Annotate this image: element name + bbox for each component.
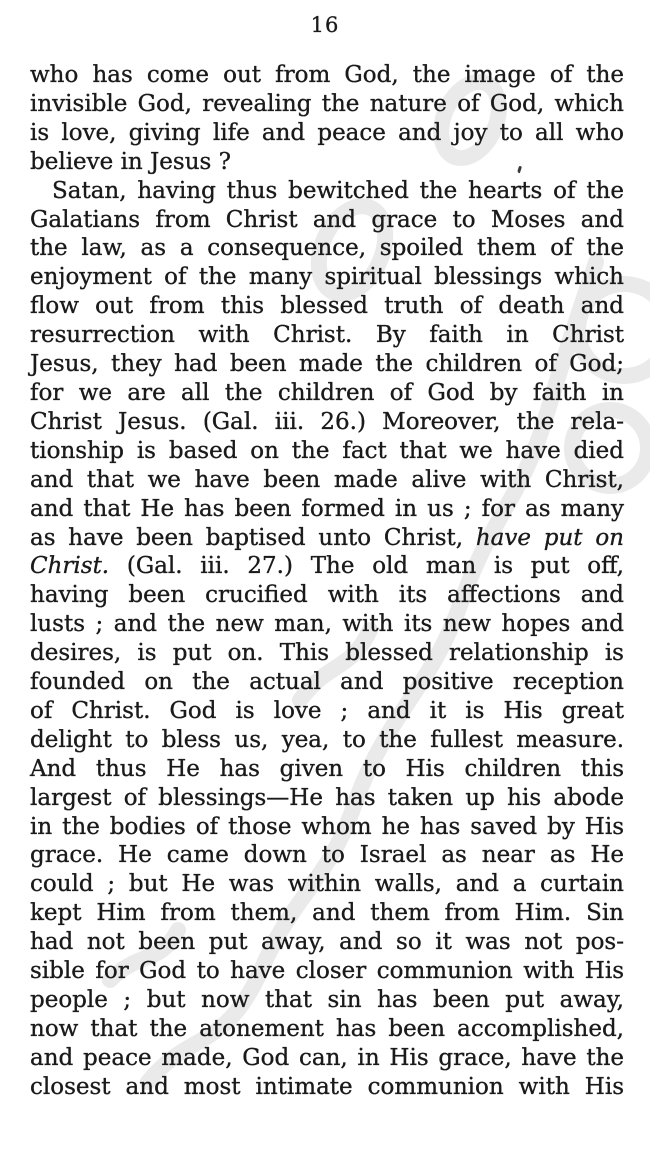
text-line xyxy=(30,928,624,957)
text-line xyxy=(30,263,624,292)
text-run: largest of blessings—He has taken up his abode xyxy=(30,784,624,811)
text-line xyxy=(30,524,624,553)
text-line xyxy=(30,957,624,986)
text-line xyxy=(30,784,624,813)
text-run: for we are all the children of God by faith in xyxy=(30,379,624,406)
text-run: (Gal. iii. 27.) The old man is put off, xyxy=(109,553,624,580)
text-line xyxy=(30,292,624,321)
text-run: tionship is based on the fact that we have died xyxy=(30,437,624,464)
text-run: delight to bless us, yea, to the fullest measure. xyxy=(30,726,624,753)
page-number: 16 xyxy=(310,13,340,37)
text-line xyxy=(30,350,624,379)
text-run: founded on the actual and positive reception xyxy=(30,669,624,696)
text-run: sible for God to have closer communion with His xyxy=(30,958,624,985)
text-line xyxy=(30,495,624,524)
text-line xyxy=(30,119,624,148)
text-run: had not been put away, and so it was not pos- xyxy=(30,929,624,956)
text-run: resurrection with Christ. By faith in Christ xyxy=(30,322,624,349)
text-line xyxy=(30,841,624,870)
text-run: people ; but now that sin has been put away, xyxy=(30,987,624,1013)
text-line xyxy=(30,697,624,726)
text-line xyxy=(30,90,624,119)
text-run: the law, as a consequence, spoiled them of the xyxy=(30,235,624,262)
text-run: flow out from this blessed truth of death and xyxy=(30,293,624,320)
text-line xyxy=(30,148,624,177)
text-run: and that we have been made alive with Christ, xyxy=(30,466,624,493)
text-line xyxy=(30,899,624,928)
text-line xyxy=(30,437,624,466)
text-run: Christ Jesus. (Gal. iii. 26.) Moreover, the rela- xyxy=(30,408,624,435)
text-line xyxy=(30,813,624,842)
text-run: Galatians from Christ and grace to Moses and xyxy=(30,206,624,233)
text-line xyxy=(30,379,624,408)
italic-text-run: have put on xyxy=(475,524,624,551)
text-run: Jesus, they had been made the children of God; xyxy=(30,351,624,378)
text-line xyxy=(30,206,624,235)
text-run: And thus He has given to His children this xyxy=(30,755,624,782)
text-line xyxy=(30,466,624,495)
text-run: and that He has been formed in us ; for as many xyxy=(30,495,624,522)
text-line xyxy=(30,234,624,263)
text-line xyxy=(30,1073,624,1102)
text-run: desires, is put on. This blessed relationship is xyxy=(30,640,624,667)
text-run: having been crucified with its affections and xyxy=(30,582,624,609)
text-run: Satan, having thus bewitched the hearts of the xyxy=(52,177,624,204)
text-line xyxy=(30,986,624,1015)
text-run: and peace made, God can, in His grace, have the xyxy=(30,1044,624,1071)
text-line xyxy=(30,610,624,639)
text-line xyxy=(30,581,624,610)
text-run: is love, giving life and peace and joy to all who xyxy=(30,119,624,146)
text-run: as have been baptised unto Christ, xyxy=(30,524,476,551)
text-run: closest and most intimate communion with His xyxy=(30,1073,624,1100)
text-run: who has come out from God, the image of the xyxy=(30,62,624,88)
text-line xyxy=(30,321,624,350)
text-line xyxy=(30,552,624,581)
text-line xyxy=(30,639,624,668)
text-line xyxy=(30,668,624,697)
text-line xyxy=(30,1044,624,1073)
text-run: enjoyment of the many spiritual blessings which xyxy=(30,264,624,291)
italic-text-run: Christ. xyxy=(30,553,110,580)
text-run: invisible God, revealing the nature of God, which xyxy=(30,90,624,117)
text-line xyxy=(30,408,624,437)
text-line xyxy=(30,726,624,755)
text-run: grace. He came down to Israel as near as He xyxy=(30,842,624,869)
text-run: now that the atonement has been accomplished, xyxy=(30,1015,624,1042)
text-run: of Christ. God is love ; and it is His great xyxy=(30,697,624,724)
text-run: kept Him from them, and them from Him. Sin xyxy=(30,900,624,927)
text-line xyxy=(30,755,624,784)
text-run: in the bodies of those whom he has saved by His xyxy=(30,813,624,840)
page-body xyxy=(30,61,624,1102)
text-line xyxy=(30,1015,624,1044)
text-run: believe in Jesus ? xyxy=(30,148,231,175)
text-run: could ; but He was within walls, and a curtain xyxy=(30,871,624,898)
text-line xyxy=(30,177,624,206)
text-line xyxy=(30,870,624,899)
text-run: lusts ; and the new man, with its new hopes and xyxy=(30,611,624,638)
text-line xyxy=(30,61,624,90)
